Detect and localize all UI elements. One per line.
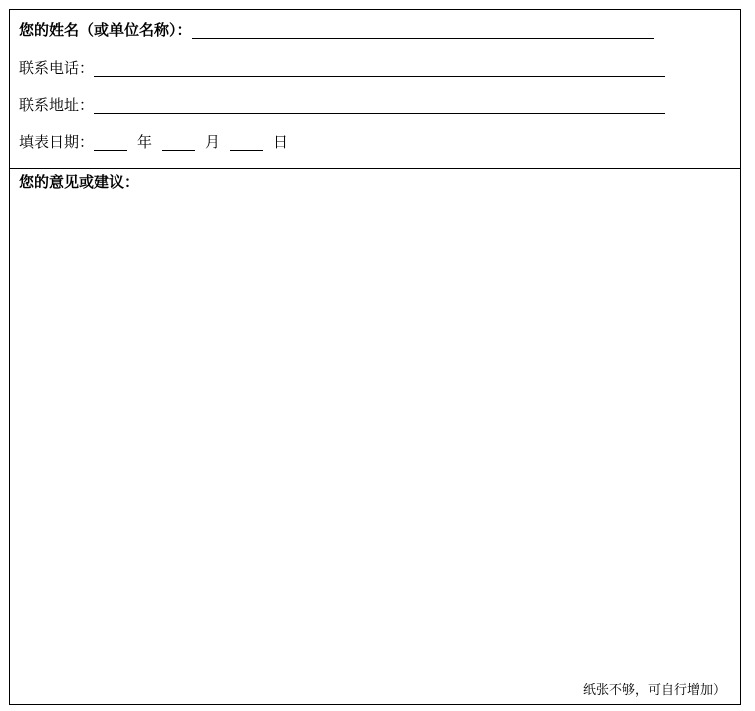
date-month-unit: 月: [205, 133, 221, 151]
date-label: 填表日期：: [19, 133, 95, 151]
opinion-label: 您的意见或建议：: [19, 173, 140, 191]
date-year-unit: 年: [137, 133, 153, 151]
address-label: 联系地址：: [19, 96, 95, 114]
date-day-unit: 日: [273, 133, 289, 151]
address-field[interactable]: [94, 95, 665, 114]
name-field[interactable]: [192, 20, 654, 39]
date-day-field[interactable]: [230, 132, 263, 151]
address-row: [19, 93, 665, 115]
phone-field[interactable]: [94, 58, 665, 77]
date-year-field[interactable]: [94, 132, 127, 151]
feedback-form: [9, 9, 741, 705]
name-row: [19, 18, 654, 40]
name-label: 您的姓名（或单位名称）：: [19, 21, 192, 39]
contact-info-section: [10, 10, 740, 169]
phone-label: 联系电话：: [19, 59, 95, 77]
date-month-field[interactable]: [162, 132, 195, 151]
footnote: 纸张不够，可自行增加）: [582, 683, 726, 698]
phone-row: [19, 56, 665, 78]
date-row: [19, 130, 298, 152]
